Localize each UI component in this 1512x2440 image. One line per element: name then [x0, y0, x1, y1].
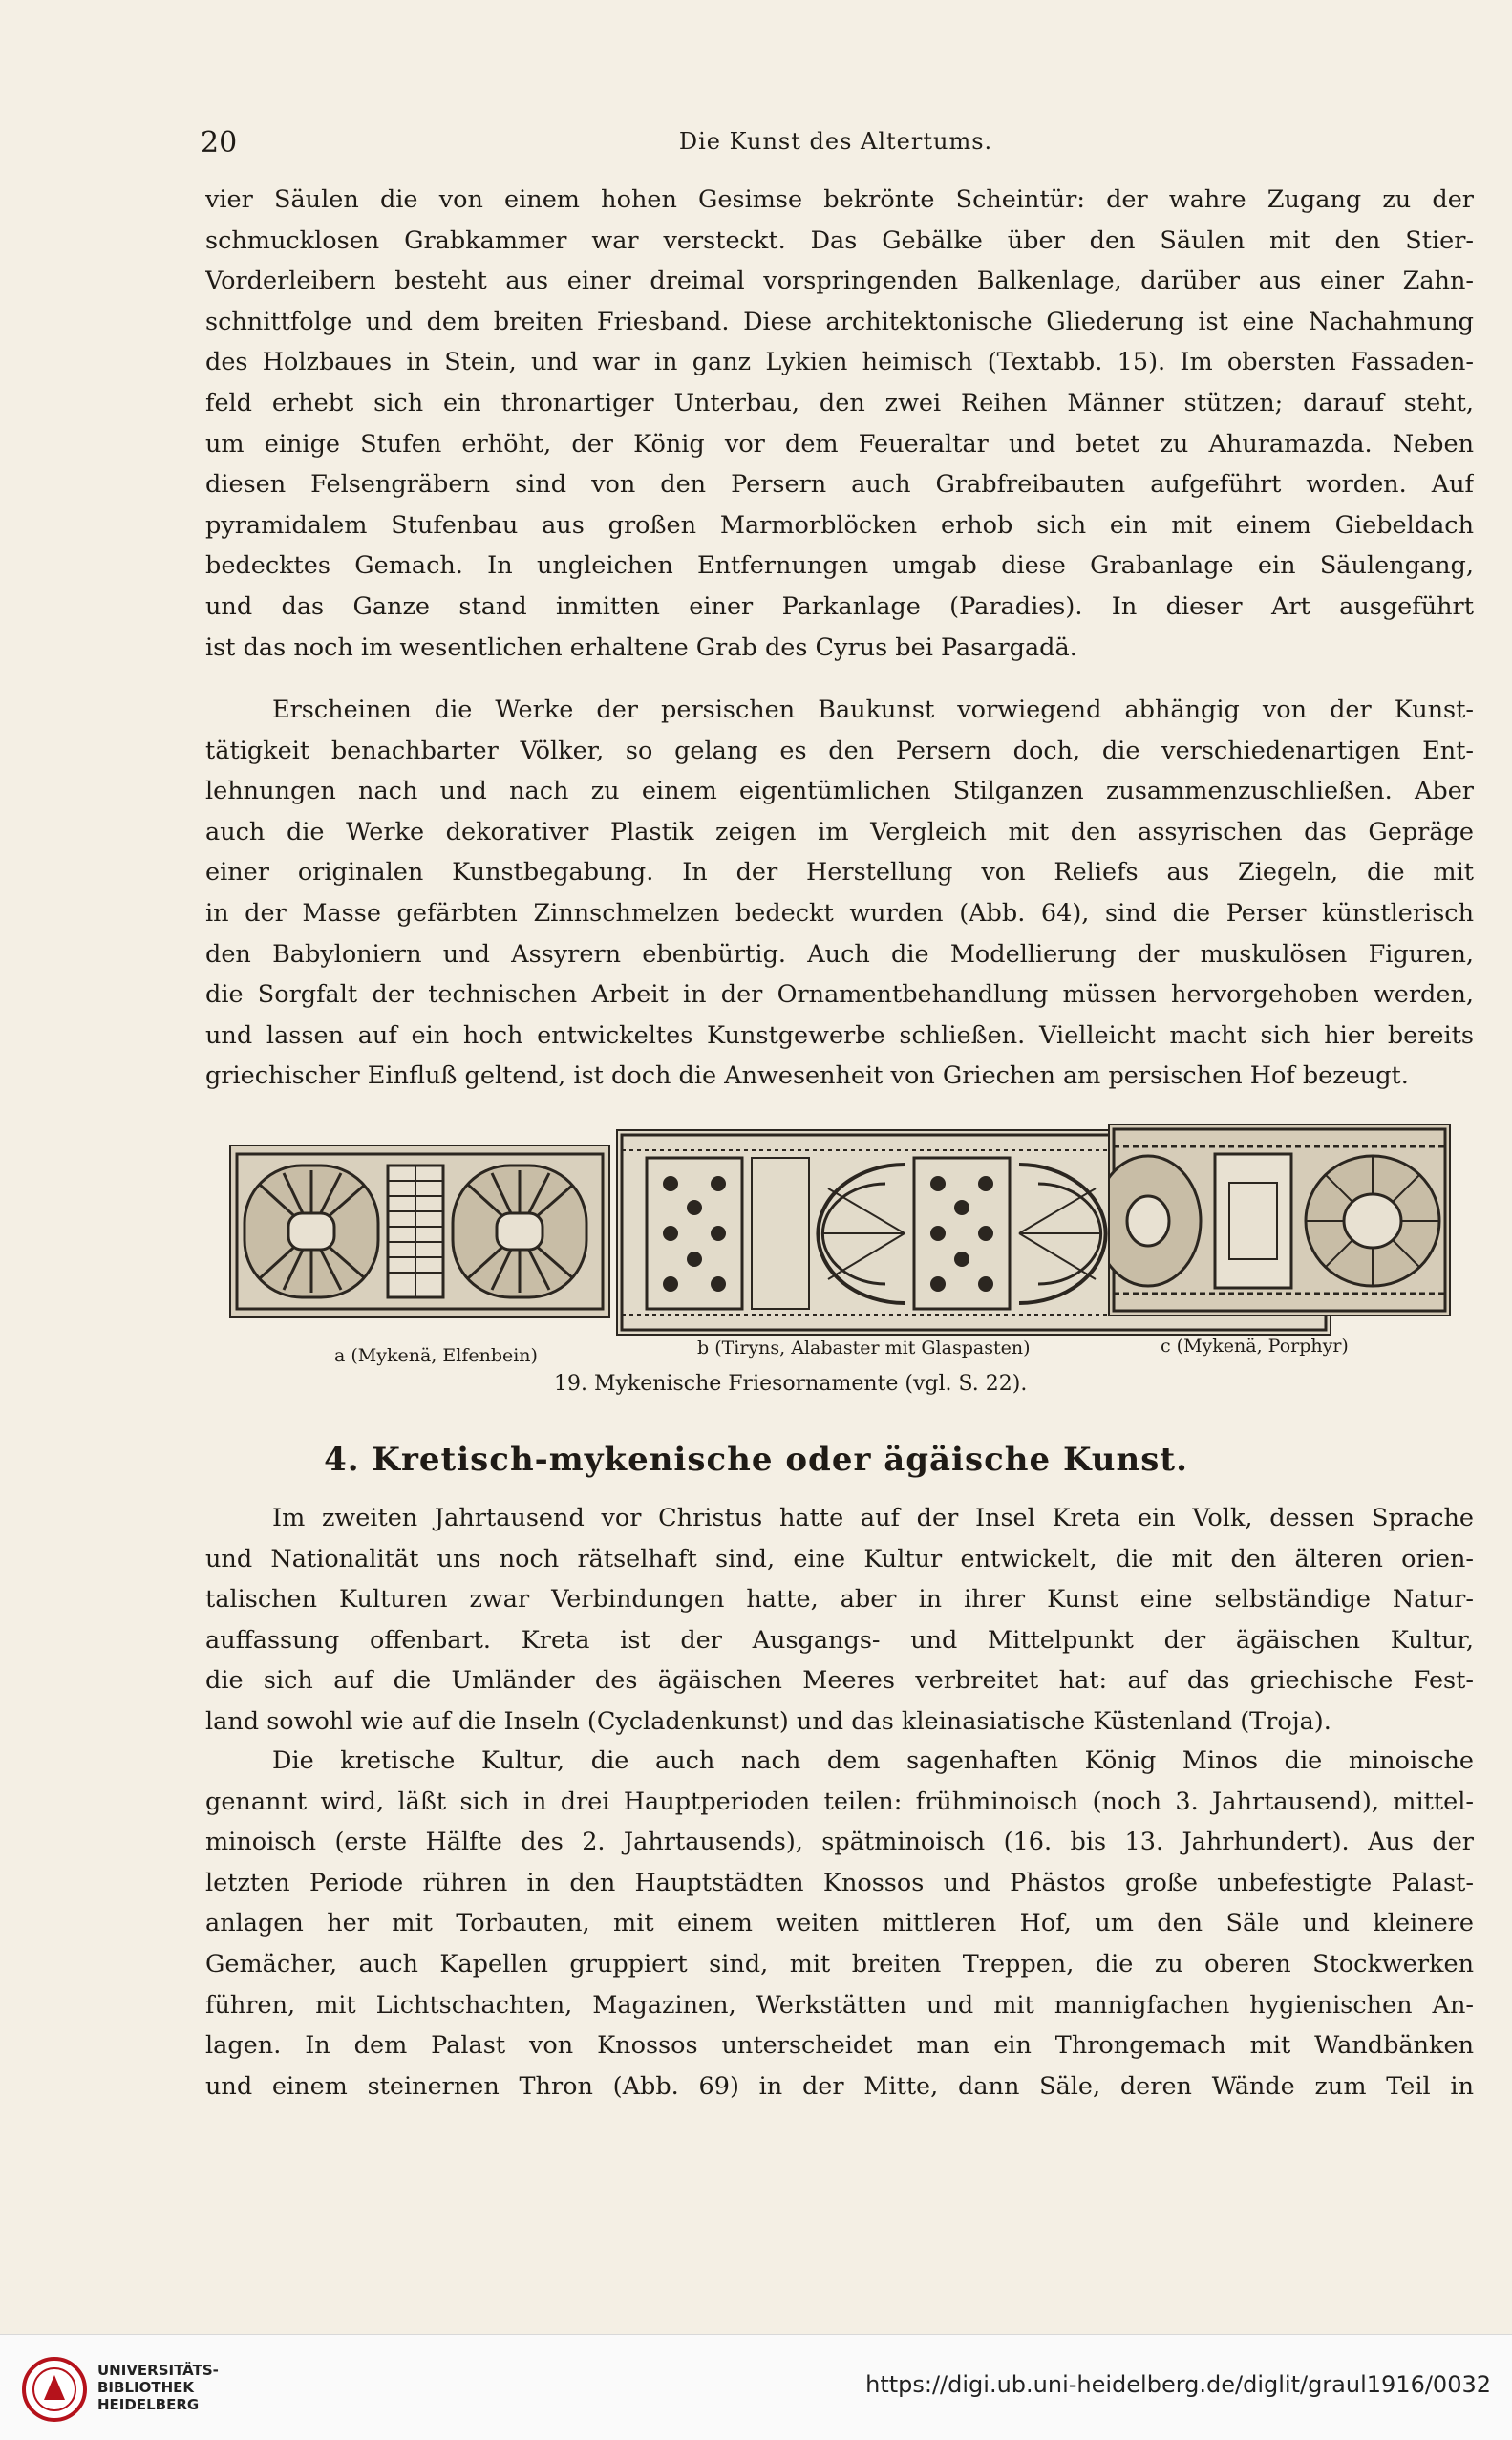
- institution-name-line: BIBLIOTHEK: [97, 2379, 194, 2396]
- text-line: pyramidalem Stufenbau aus großen Marmorblöcken erhob sich ein mit einem Giebeldach: [205, 510, 1474, 540]
- text-line: feld erhebt sich ein thronartiger Unterbau, den zwei Reihen Männer stützen; darauf steht,: [205, 388, 1474, 417]
- text-line: Gemächer, auch Kapellen gruppiert sind, mit breiten Treppen, die zu oberen Stockwerken: [205, 1949, 1474, 1979]
- institution-name-line: HEIDELBERG: [97, 2396, 200, 2413]
- text-line: schmucklosen Grabkammer war versteckt. Das Gebälke über den Säulen mit den Stier-: [205, 225, 1474, 255]
- text-line: lagen. In dem Palast von Knossos unterscheidet man ein Throngemach mit Wandbänken: [205, 2031, 1474, 2061]
- source-url-link[interactable]: https://digi.ub.uni-heidelberg.de/diglit/graul1916/0032: [865, 2371, 1491, 2398]
- text-line: Vorderleibern besteht aus einer dreimal vorspringenden Balkenlage, darüber aus einer Zahn-: [205, 267, 1474, 296]
- text-line: lehnungen nach und nach zu einem eigentümlichen Stilganzen zusammenzuschließen. Aber: [205, 777, 1474, 806]
- text-line: vier Säulen die von einem hohen Gesimse bekrönte Scheintür: der wahre Zugang zu der: [205, 185, 1474, 214]
- paragraph-2: [205, 690, 1474, 1097]
- text-line: tätigkeit benachbarter Völker, so gelang es den Persern doch, die verschiedenartigen Ent-: [205, 736, 1474, 765]
- text-line: um einige Stufen erhöht, der König vor dem Feueraltar und betet zu Ahuramazda. Neben: [205, 429, 1474, 459]
- text-line: die Sorgfalt der technischen Arbeit in der Ornamentbehandlung müssen hervorgehoben werden,: [205, 980, 1474, 1010]
- page-number: 20: [201, 126, 238, 160]
- figure-caption-b: b (Tiryns, Alabaster mit Glaspasten): [697, 1338, 1031, 1359]
- text-line: minoisch (erste Hälfte des 2. Jahrtausends), spätminoisch (16. bis 13. Jahrhundert). Aus der: [205, 1828, 1474, 1857]
- text-line: diesen Felsengräbern sind von den Persern auch Grabfreibauten aufgeführt worden. Auf: [205, 470, 1474, 500]
- text-line: in der Masse gefärbten Zinnschmelzen bedeckt wurden (Abb. 64), sind die Perser künstlerisch: [205, 898, 1474, 928]
- text-line: griechischer Einfluß geltend, ist doch die Anwesenheit von Griechen am persischen Hof bezeugt.: [205, 1061, 1409, 1091]
- text-line: auch die Werke dekorativer Plastik zeigen im Vergleich mit den assyrischen das Gepräge: [205, 817, 1474, 846]
- institution-name-line: UNIVERSITÄTS-: [97, 2362, 219, 2379]
- text-line: und einem steinernen Thron (Abb. 69) in der Mitte, dann Säle, deren Wände zum Teil in: [205, 2071, 1474, 2101]
- paragraph-3: [205, 1498, 1474, 1743]
- text-line: genannt wird, läßt sich in drei Hauptperioden teilen: frühminoisch (noch 3. Jahrtausend), mittel-: [205, 1787, 1474, 1816]
- text-line: den Babyloniern und Assyrern ebenbürtig. Auch die Modellierung der muskulösen Figuren,: [205, 939, 1474, 969]
- text-line: anlagen her mit Torbauten, mit einem weiten mittleren Hof, um den Säle und kleinere: [205, 1909, 1474, 1938]
- frieze-ornament-a-image: [229, 1145, 610, 1318]
- figure-caption-c: c (Mykenä, Porphyr): [1161, 1336, 1349, 1357]
- text-line: auffassung offenbart. Kreta ist der Ausgangs- und Mittelpunkt der ägäischen Kultur,: [205, 1625, 1474, 1655]
- text-line: bedecktes Gemach. In ungleichen Entfernungen umgab diese Grabanlage ein Säulengang,: [205, 551, 1474, 581]
- frieze-ornament-c-image: [1108, 1124, 1451, 1316]
- institution-name: [97, 2362, 219, 2413]
- section-heading: 4. Kretisch-mykenische oder ägäische Kunst.: [324, 1441, 1188, 1479]
- text-line: talischen Kulturen zwar Verbindungen hatte, aber in ihrer Kunst eine selbständige Natur-: [205, 1585, 1474, 1615]
- university-seal-icon: [21, 2356, 88, 2423]
- text-line: letzten Periode rühren in den Hauptstädten Knossos und Phästos große unbefestigte Palast-: [205, 1868, 1474, 1897]
- frieze-figure: [229, 1124, 1452, 1381]
- text-line: und Nationalität uns noch rätselhaft sind, eine Kultur entwickelt, die mit den älteren orien-: [205, 1544, 1474, 1573]
- paragraph-4: [205, 1741, 1474, 2107]
- paragraph-1: [205, 180, 1474, 668]
- library-footer: [0, 2334, 1512, 2440]
- page-header: [201, 126, 1471, 174]
- text-line: und das Ganze stand inmitten einer Parkanlage (Paradies). In dieser Art ausgeführt: [205, 591, 1474, 621]
- text-line: und lassen auf ein hoch entwickeltes Kunstgewerbe schließen. Vielleicht macht sich hier bereits: [205, 1020, 1474, 1050]
- text-line: einer originalen Kunstbegabung. In der Herstellung von Reliefs aus Ziegeln, die mit: [205, 858, 1474, 888]
- text-line: des Holzbaues in Stein, und war in ganz Lykien heimisch (Textabb. 15). Im obersten Fassaden-: [205, 348, 1474, 377]
- text-line: schnittfolge und dem breiten Friesband. Diese architektonische Gliederung ist eine Nachahmung: [205, 307, 1474, 336]
- text-line: Erscheinen die Werke der persischen Baukunst vorwiegend abhängig von der Kunst-: [272, 696, 1474, 724]
- text-line: führen, mit Lichtschachten, Magazinen, Werkstätten und mit mannigfachen hygienischen An-: [205, 1990, 1474, 2020]
- text-line: ist das noch im wesentlichen erhaltene Grab des Cyrus bei Pasargadä.: [205, 632, 1077, 662]
- text-line: Im zweiten Jahrtausend vor Christus hatte auf der Insel Kreta ein Volk, dessen Sprache: [272, 1504, 1474, 1532]
- text-line: Die kretische Kultur, die auch nach dem sagenhaften König Minos die minoische: [272, 1746, 1474, 1775]
- figure-caption-a: a (Mykenä, Elfenbein): [334, 1345, 538, 1366]
- running-title: Die Kunst des Altertums.: [678, 128, 993, 155]
- text-line: land sowohl wie auf die Inseln (Cycladenkunst) und das kleinasiatische Küstenland (Troja).: [205, 1706, 1331, 1736]
- text-line: die sich auf die Umländer des ägäischen Meeres verbreitet hat: auf das griechische Fest-: [205, 1666, 1474, 1696]
- figure-title: 19. Mykenische Friesornamente (vgl. S. 22).: [554, 1372, 1028, 1396]
